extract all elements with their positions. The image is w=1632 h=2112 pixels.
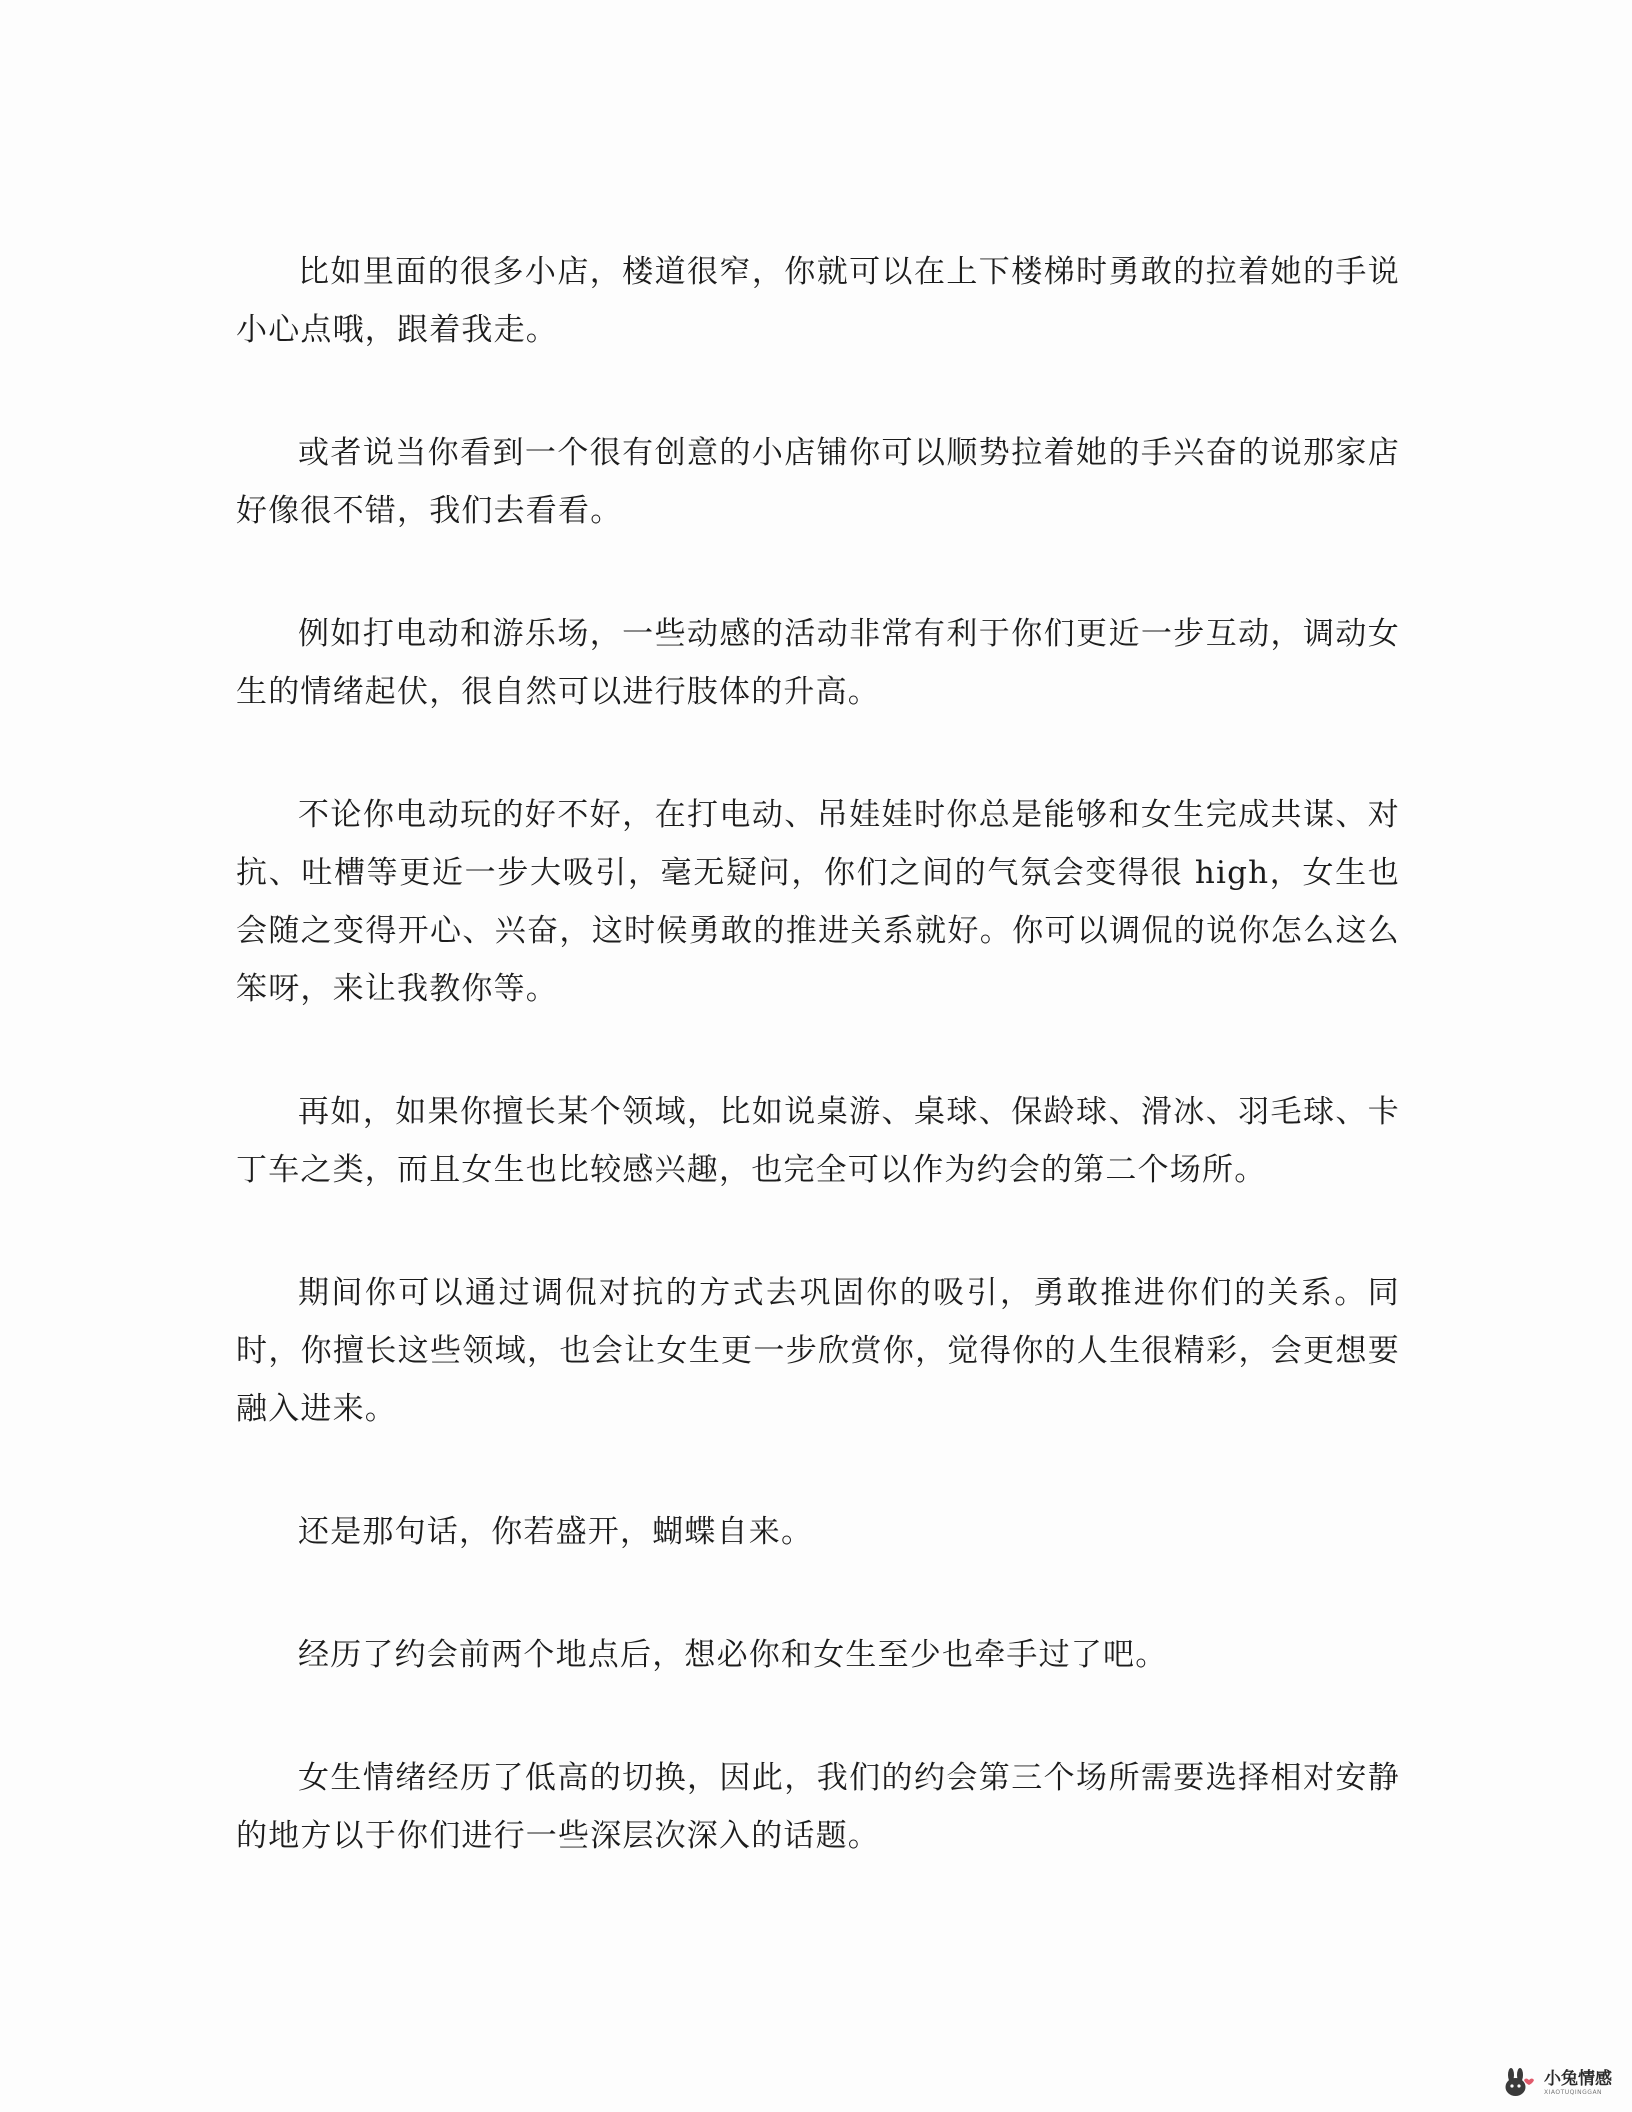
paragraph-9: 女生情绪经历了低高的切换，因此，我们的约会第三个场所需要选择相对安静的地方以于你们进行一些深层次深入的话题。 (236, 1760, 1400, 1854)
watermark (1496, 2068, 1612, 2098)
rabbit-logo-icon (1496, 2068, 1538, 2098)
document-body (236, 243, 1400, 1930)
paragraph-2: 或者说当你看到一个很有创意的小店铺你可以顺势拉着她的手兴奋的说那家店好像很不错，我们去看看。 (236, 435, 1400, 529)
paragraph-4: 不论你电动玩的好不好，在打电动、吊娃娃时你总是能够和女生完成共谋、对抗、吐槽等更近一步大吸引，毫无疑问，你们之间的气氛会变得很 high，女生也会随之变得开心、兴奋，这时候勇敢的推进关系就好。你可以调侃的说你怎么这么笨呀，来让我教你等。 (236, 797, 1400, 1007)
watermark-subtitle: XIAOTUQINGGAN (1544, 2089, 1603, 2096)
watermark-text (1544, 2069, 1612, 2097)
paragraph-6: 期间你可以通过调侃对抗的方式去巩固你的吸引，勇敢推进你们的关系。同时，你擅长这些领域，也会让女生更一步欣赏你，觉得你的人生很精彩，会更想要融入进来。 (236, 1275, 1400, 1427)
paragraph-3: 例如打电动和游乐场，一些动感的活动非常有利于你们更近一步互动，调动女生的情绪起伏，很自然可以进行肢体的升高。 (236, 616, 1400, 710)
paragraph-7: 还是那句话，你若盛开，蝴蝶自来。 (298, 1514, 814, 1550)
watermark-title: 小兔情感 (1544, 2069, 1612, 2089)
paragraph-5: 再如，如果你擅长某个领域，比如说桌游、桌球、保龄球、滑冰、羽毛球、卡丁车之类，而且女生也比较感兴趣，也完全可以作为约会的第二个场所。 (236, 1094, 1400, 1188)
paragraph-1: 比如里面的很多小店，楼道很窄，你就可以在上下楼梯时勇敢的拉着她的手说小心点哦，跟着我走。 (236, 254, 1400, 348)
paragraph-8: 经历了约会前两个地点后，想必你和女生至少也牵手过了吧。 (298, 1637, 1168, 1673)
